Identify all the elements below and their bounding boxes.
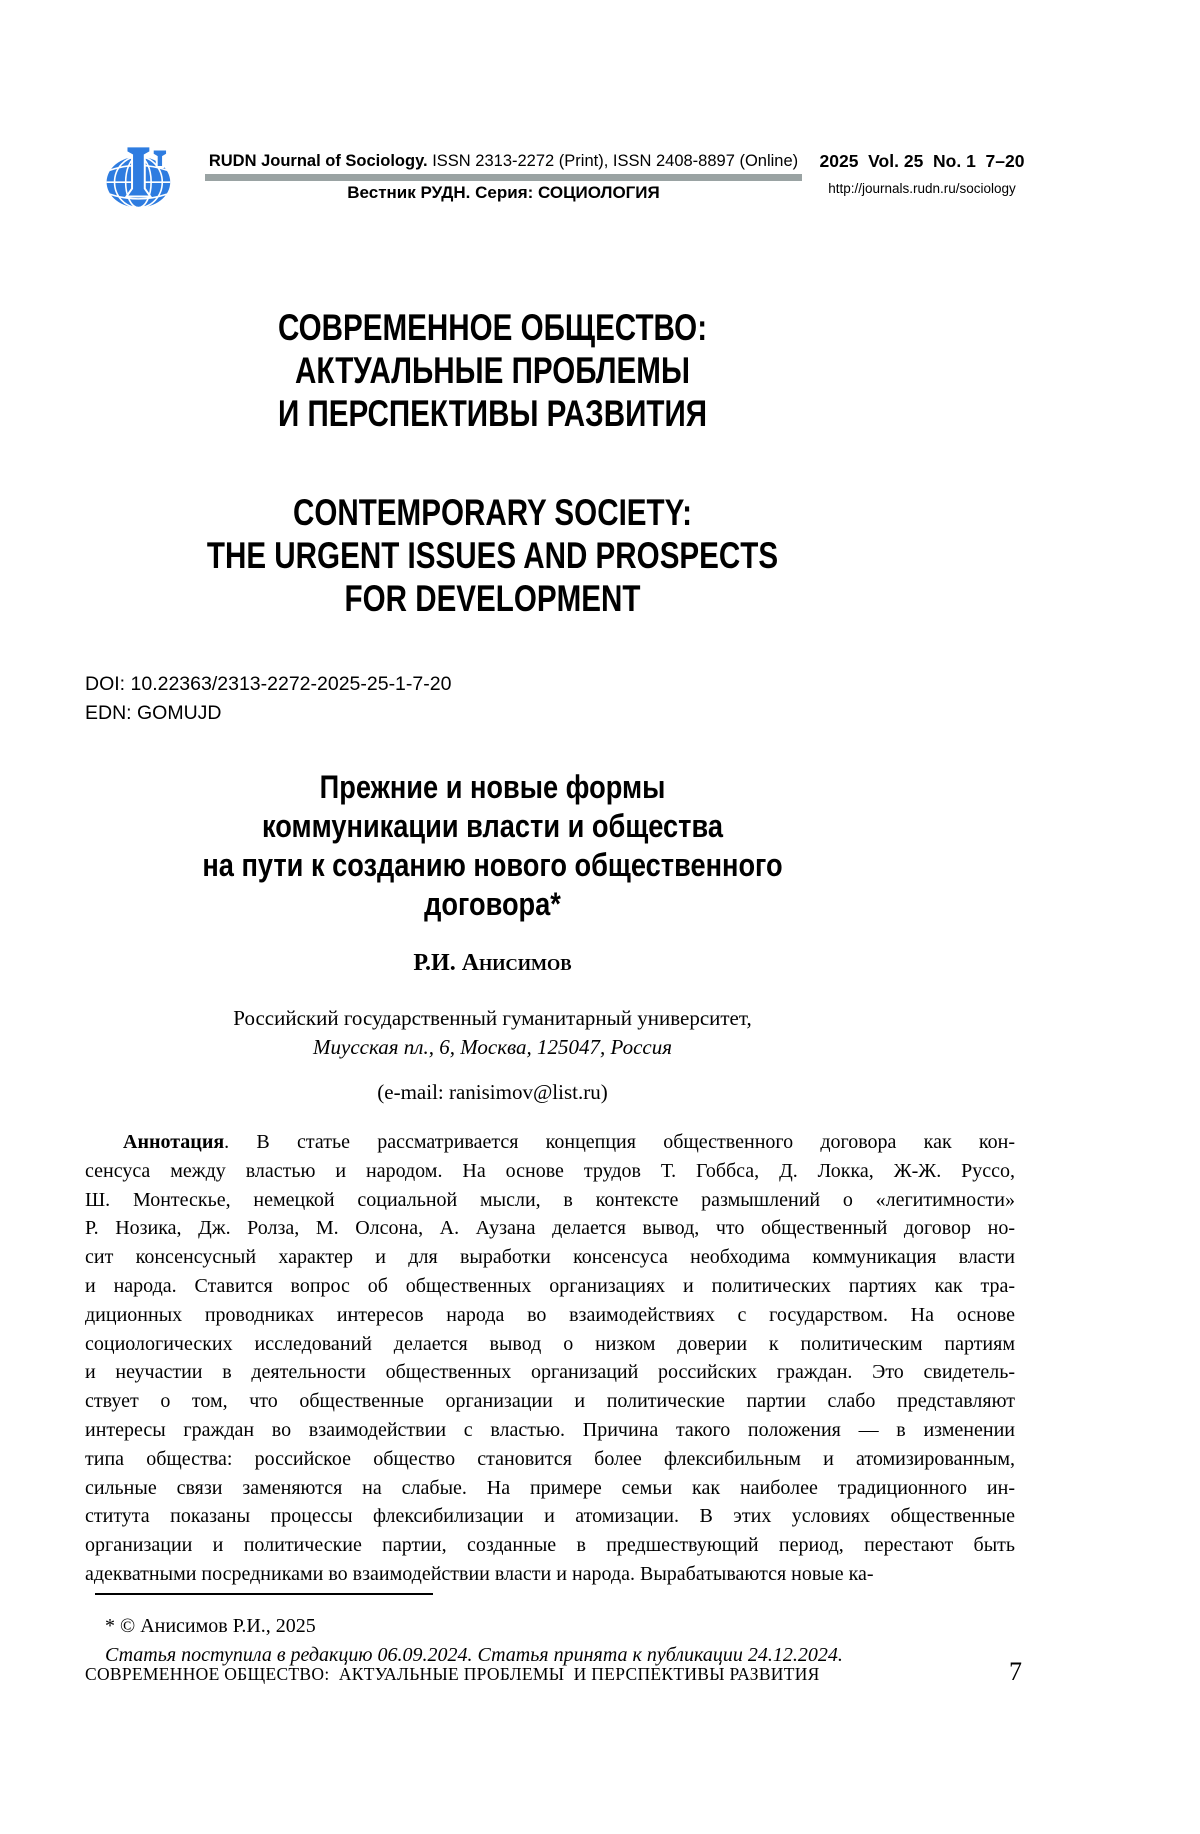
main-content <box>85 0 1030 1669</box>
abstract-line: организации и политические партии, созданные в предшествующий период, перестают быть <box>85 1534 1015 1557</box>
issue-info: 2025 Vol. 25 No. 1 7–20 <box>819 151 1025 171</box>
abstract-label: Аннотация <box>123 1131 225 1153</box>
affiliation-address: Миусская пл., 6, Москва, 125047, Россия <box>313 1035 672 1059</box>
abstract-lines <box>85 1157 1015 1589</box>
running-title: СОВРЕМЕННОЕ ОБЩЕСТВО: АКТУАЛЬНЫЕ ПРОБЛЕМЫ И ПЕРСПЕКТИВЫ РАЗВИТИЯ <box>85 1664 820 1684</box>
abstract-line: сильные связи заменяются на слабые. На примере семьи как наиболее традиционного ин- <box>85 1476 1015 1499</box>
section-title-en-line: THE URGENT ISSUES AND PROSPECTS <box>206 535 779 576</box>
footnote-rule <box>95 1593 433 1595</box>
article-title-line: коммуникации власти и общества <box>262 808 723 844</box>
abstract-paragraph <box>85 1128 1015 1589</box>
author-affiliation <box>85 1004 900 1062</box>
section-title-en-line: CONTEMPORARY SOCIETY: <box>292 492 693 533</box>
footnote-copyright: * © Анисимов Р.И., 2025 <box>105 1614 316 1637</box>
article-title-line: на пути к созданию нового общественного договора* <box>202 847 783 922</box>
journal-name-bold: RUDN Journal of Sociology. <box>208 152 428 170</box>
footnote-dates: Статья поступила в редакцию 06.09.2024. Статья принята к публикации 24.12.2024. <box>105 1643 843 1666</box>
section-title-ru-line: И ПЕРСПЕКТИВЫ РАЗВИТИЯ <box>278 393 707 434</box>
abstract-line: сенсуса между властью и народом. На основе трудов Т. Гоббса, Д. Локка, Ж-Ж. Руссо, <box>85 1159 1015 1182</box>
abstract-line: и народа. Ставится вопрос об общественных организациях и политических партиях как тра- <box>85 1274 1015 1297</box>
abstract-line: интересы граждан во взаимодействии с властью. Причина такого положения — в изменении <box>85 1418 1015 1441</box>
journal-title-ru: Вестник РУДН. Серия: СОЦИОЛОГИЯ <box>347 183 660 202</box>
abstract-line: Ш. Монтескье, немецкой социальной мысли, в контексте размышлений о «легитимности» <box>85 1188 1015 1211</box>
abstract-line: и неучастии в деятельности общественных организаций российских граждан. Это свидетель- <box>85 1361 1015 1384</box>
author-email[interactable]: (e-mail: ranisimov@list.ru) <box>377 1080 608 1104</box>
doi-block <box>85 670 1030 728</box>
section-title-en-line: FOR DEVELOPMENT <box>344 578 641 619</box>
abstract-line: типа общества: российское общество становится более флексибильным и атомизированным, <box>85 1447 1015 1470</box>
page-footer <box>85 1658 1030 1686</box>
abstract-line: Р. Нозика, Дж. Ролза, М. Олсона, А. Аузана делается вывод, что общественный договор но- <box>85 1217 1015 1240</box>
abstract-line: адекватными посредниками во взаимодействии власти и народа. Вырабатываются новые ка- <box>85 1562 874 1585</box>
doi-line[interactable]: DOI: 10.22363/2313-2272-2025-25-1-7-20 <box>85 673 452 695</box>
article-title <box>146 768 839 924</box>
journal-issn: ISSN 2313-2272 (Print), ISSN 2408-8897 (Online) <box>427 152 799 170</box>
abstract-line: ствует о том, что общественные организации и политические партии слабо представляют <box>85 1390 1015 1413</box>
section-title-ru-line: СОВРЕМЕННОЕ ОБЩЕСТВО: <box>277 307 708 348</box>
abstract-line: социологических исследований делается вывод о низком доверии к политическим партиям <box>85 1332 1015 1355</box>
section-title-en <box>167 491 819 620</box>
abstract-first-line <box>85 1128 1015 1157</box>
abstract-line: сит консенсусный характер и для выработки консенсуса необходима коммуникация власти <box>85 1246 1015 1269</box>
section-title-ru-line: АКТУАЛЬНЫЕ ПРОБЛЕМЫ <box>295 350 690 391</box>
author-name: Р.И. Анисимов <box>413 950 572 976</box>
affiliation-university: Российский государственный гуманитарный университет, <box>233 1006 752 1030</box>
edn-line: EDN: GOMUJD <box>85 702 222 724</box>
abstract-line: ститута показаны процессы флексибилизации и атомизации. В этих условиях общественные <box>85 1505 1015 1528</box>
page-number: 7 <box>1009 1657 1022 1686</box>
abstract-first-line-text: . В статье рассматривается концепция общественного договора как кон- <box>224 1131 1015 1153</box>
article-title-line: Прежние и новые формы <box>319 769 666 805</box>
section-title-ru <box>167 0 819 435</box>
journal-url-link[interactable]: http://journals.rudn.ru/sociology <box>828 181 1016 196</box>
abstract-line: диционных проводниках интересов народа во взаимодействиях с государством. На основе <box>85 1303 1015 1326</box>
